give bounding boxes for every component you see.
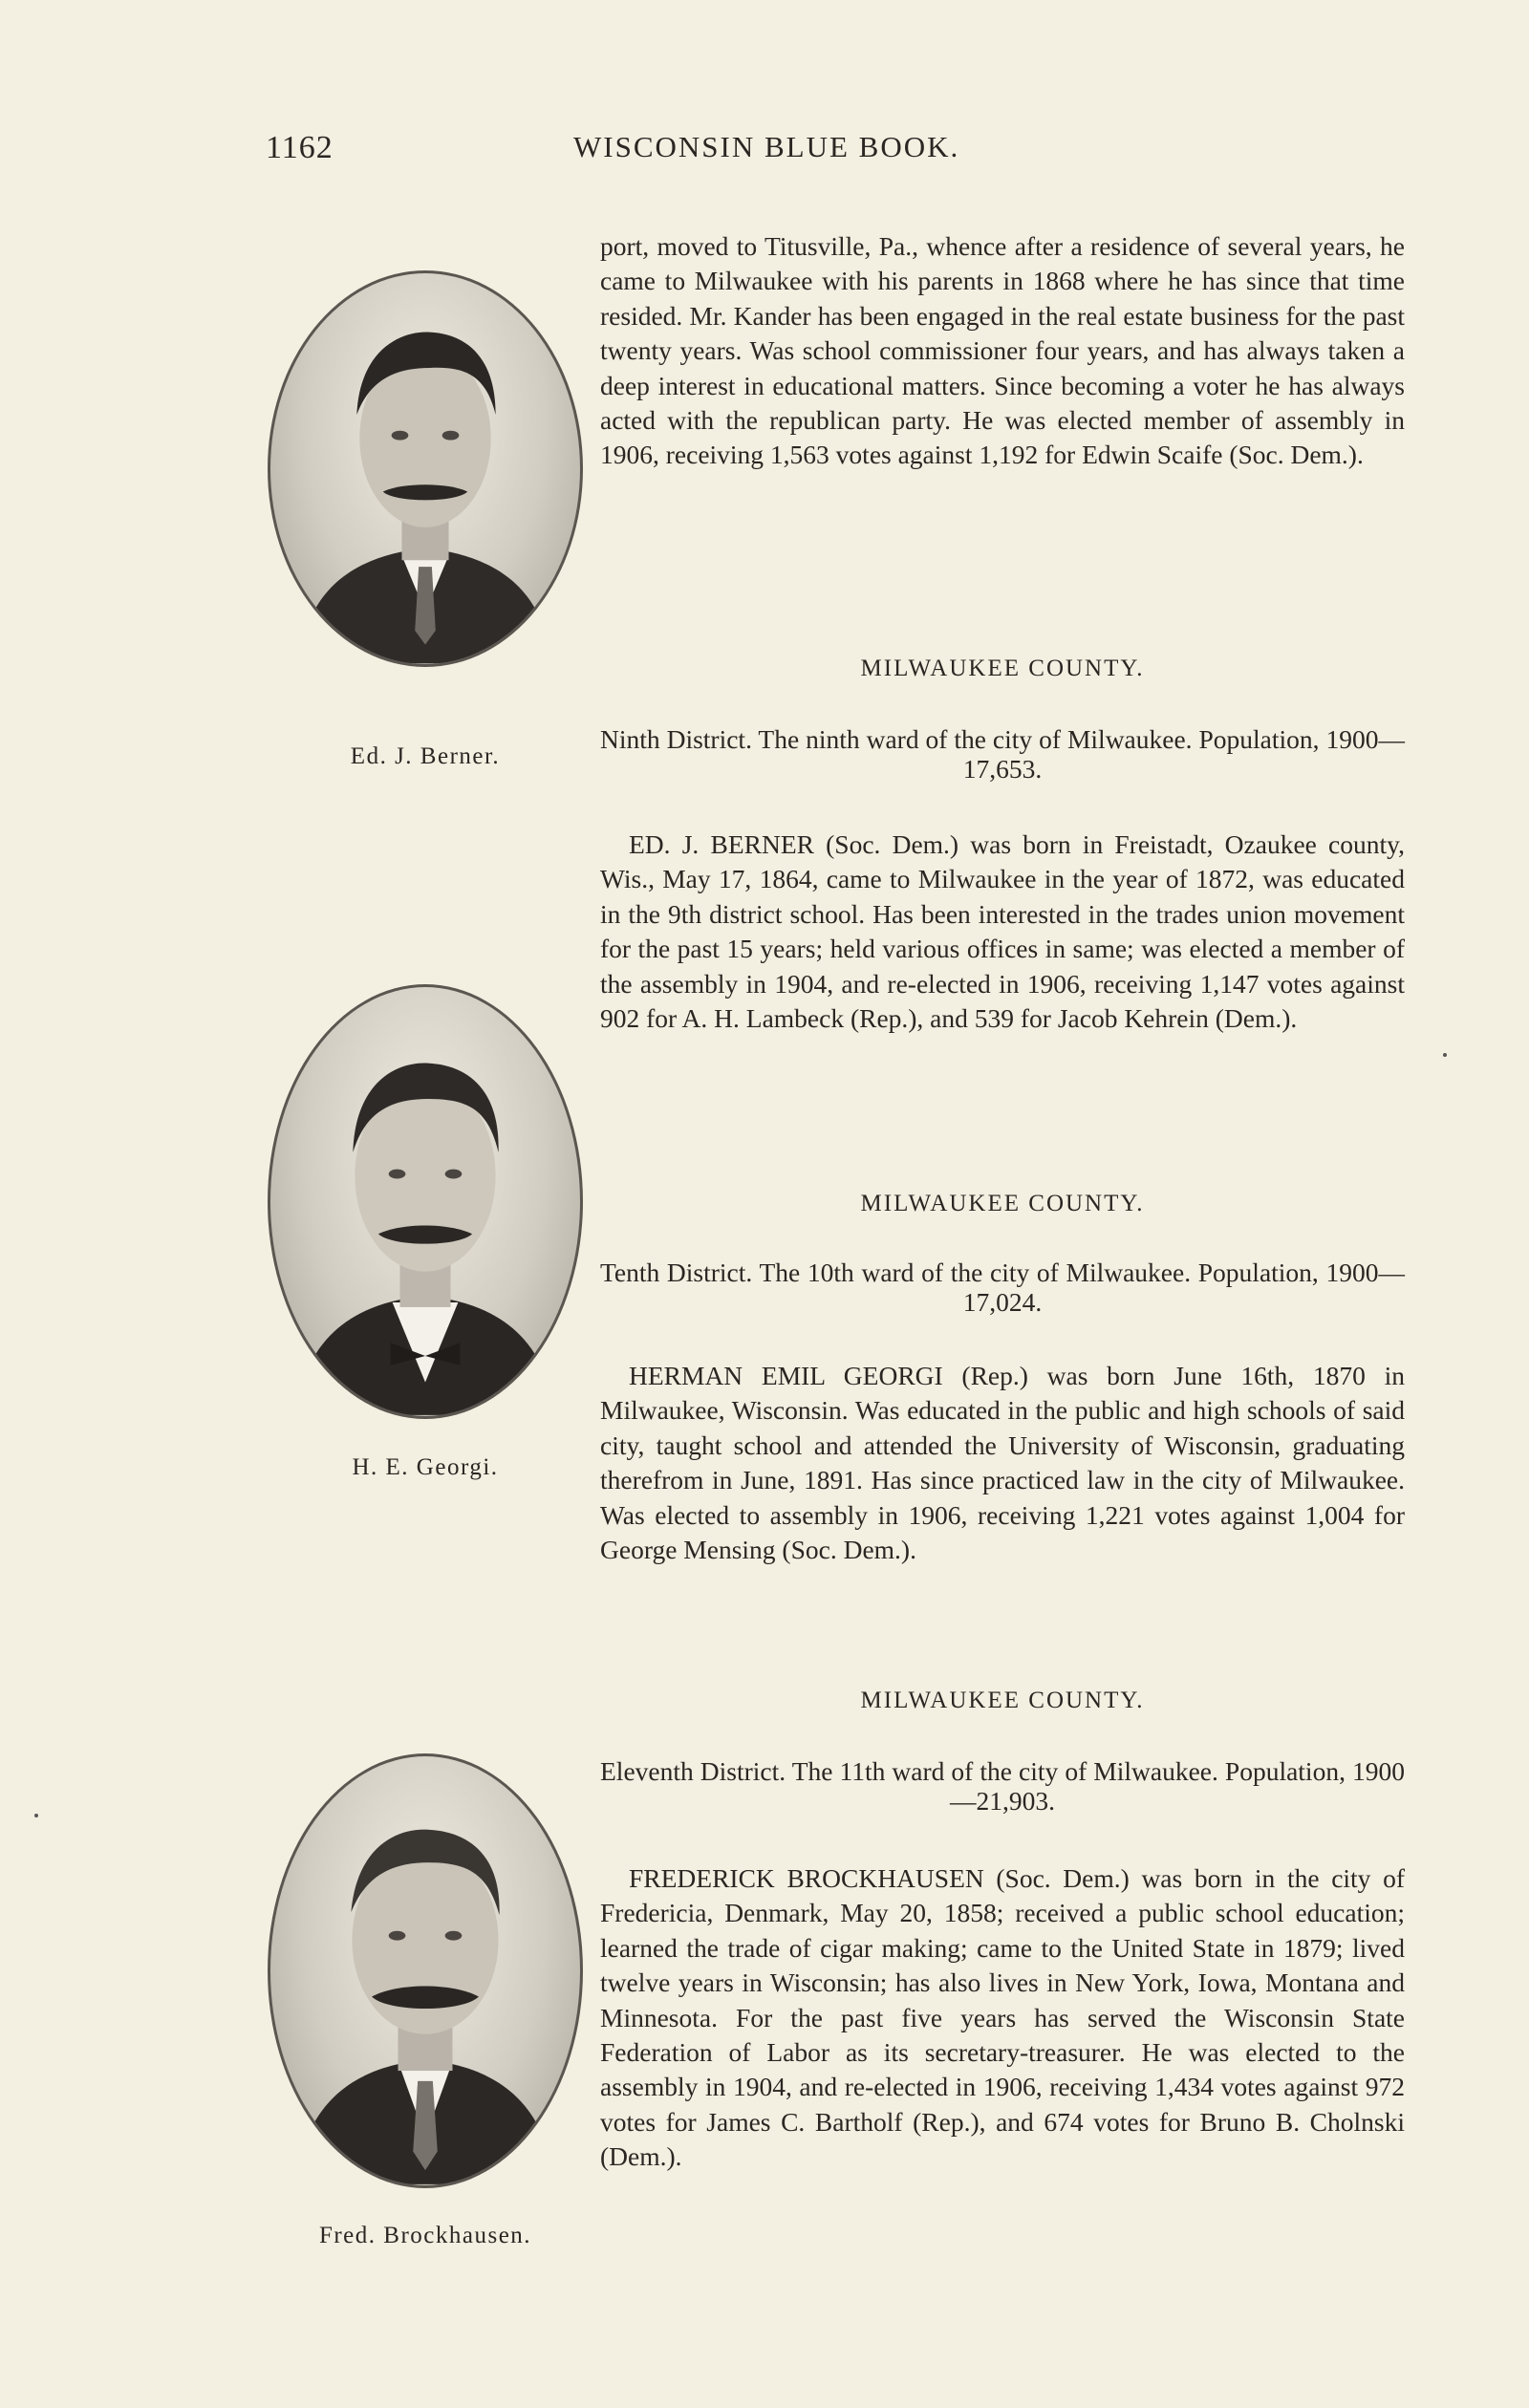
county-heading-1: MILWAUKEE COUNTY.: [860, 656, 1145, 681]
bio-block-3: [600, 1861, 1405, 2175]
portrait-brockhausen: [268, 1753, 583, 2188]
bio-block-2: [600, 1359, 1405, 1567]
print-speck: [34, 1814, 38, 1817]
caption-berner: Ed. J. Berner.: [350, 743, 501, 769]
bio-brockhausen: FREDERICK BROCKHAUSEN (Soc. Dem.) was born in the city of Fredericia, Denmark, May 20, 1858; received a public school education; learned the trade of cigar making; came to the United State in 1879; lived twelve years in Wisconsin; has also lives in New York, Iowa, Montana and Minnesota. For the past five years has served the Wisconsin State Federation of Labor as its secretary-treasurer. He was elected to the assembly in 1904, and re-elected in 1906, receiving 1,434 votes against 972 votes for James C. Bartholf (Rep.), and 674 votes for Bruno B. Cholnski (Dem.).: [600, 1863, 1405, 2172]
bio-berner: ED. J. BERNER (Soc. Dem.) was born in Freistadt, Ozaukee county, Wis., May 17, 1864, came to Milwaukee in the year of 1872, was educated in the 9th district school. Has been interested in the trades union movement for the past 15 years; held various offices in same; was elected a member of the assembly in 1904, and re-elected in 1906, receiving 1,147 votes against 902 for A. H. Lambeck (Rep.), and 539 for Jacob Kehrein (Dem.).: [600, 829, 1405, 1034]
print-speck: [1443, 1053, 1447, 1057]
portrait-berner: [268, 270, 583, 667]
running-head: WISCONSIN BLUE BOOK.: [573, 130, 960, 163]
district-heading-1: Ninth District. The ninth ward of the city of Milwaukee. Population, 1900—17,653.: [600, 724, 1405, 784]
portrait-berner-figure: [270, 273, 580, 664]
intro-paragraph-block: [600, 229, 1405, 473]
page-number: 1162: [266, 130, 334, 165]
caption-georgi: H. E. Georgi.: [352, 1454, 499, 1480]
bio-georgi: HERMAN EMIL GEORGI (Rep.) was born June 16th, 1870 in Milwaukee, Wisconsin. Was educated in the public and high schools of said city, taught school and attended the University of Wisconsin, graduating therefrom in June, 1891. Has since practiced law in the city of Milwaukee. Was elected to assembly in 1906, receiving 1,221 votes against 1,004 for George Mensing (Soc. Dem.).: [600, 1361, 1405, 1565]
district-heading-3: Eleventh District. The 11th ward of the city of Milwaukee. Population, 1900—21,903.: [600, 1756, 1405, 1816]
portrait-brockhausen-figure: [270, 1756, 580, 2185]
portrait-georgi: [268, 984, 583, 1419]
intro-paragraph: port, moved to Titusville, Pa., whence after a residence of several years, he came to Milwaukee with his parents in 1868 where he has since that time resided. Mr. Kander has been engaged in the real estate business for the past twenty years. Was school commissioner four years, and has always taken a deep interest in educational matters. Since becoming a voter he has always acted with the republican party. He was elected member of assembly in 1906, receiving 1,563 votes against 1,192 for Edwin Scaife (Soc. Dem.).: [600, 231, 1405, 470]
bio-block-1: [600, 828, 1405, 1036]
portrait-georgi-figure: [270, 987, 580, 1416]
county-heading-3: MILWAUKEE COUNTY.: [860, 1688, 1145, 1713]
county-heading-2: MILWAUKEE COUNTY.: [860, 1191, 1145, 1216]
caption-brockhausen: Fred. Brockhausen.: [318, 2223, 532, 2248]
district-heading-2: Tenth District. The 10th ward of the city of Milwaukee. Population, 1900—17,024.: [600, 1258, 1405, 1317]
